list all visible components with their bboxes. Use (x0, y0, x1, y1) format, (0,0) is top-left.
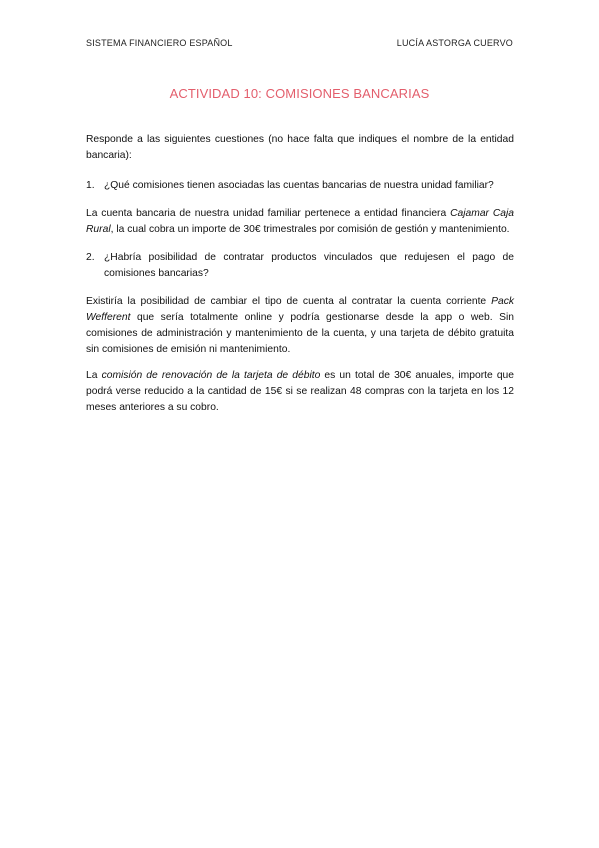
answer-2-paragraph-2 (86, 368, 514, 416)
answer-italic-text: Pack Wefferent (86, 296, 514, 323)
answer-italic-text: comisión de renovación de la tarjeta de débito (101, 370, 321, 381)
answer-text: , la cual cobra un importe de 30€ trimestrales por comisión de gestión y mantenimiento. (110, 224, 510, 235)
question-text: ¿Qué comisiones tienen asociadas las cuentas bancarias de nuestra unidad familiar? (104, 180, 494, 191)
document-body (86, 132, 514, 428)
answer-text: es un total de 30€ anuales, importe que podrá verse reducido a la cantidad de 15€ si se realizan 48 compras con la tarjeta en los 12 meses anteriores a su cobro. (86, 370, 514, 413)
question-number: 1. (86, 180, 95, 191)
header-subject: SISTEMA FINANCIERO ESPAÑOL (86, 38, 233, 48)
answer-text: Existiría la posibilidad de cambiar el tipo de cuenta al contratar la cuenta corriente (86, 296, 492, 307)
answer-italic-text: Cajamar Caja Rural (86, 208, 514, 235)
answer-text: La (86, 370, 102, 381)
answer-text: La cuenta bancaria de nuestra unidad familiar pertenece a entidad financiera (86, 208, 451, 219)
question-text: ¿Habría posibilidad de contratar productos vinculados que redujesen el pago de comisiones bancarias? (104, 252, 514, 279)
question-number: 2. (86, 252, 95, 263)
question-2 (86, 250, 514, 282)
page-header (86, 38, 513, 52)
header-author: LUCÍA ASTORGA CUERVO (396, 38, 513, 48)
intro-paragraph: Responde a las siguientes cuestiones (no hace falta que indiques el nombre de la entidad bancaria): (86, 134, 514, 161)
answer-2 (86, 294, 514, 358)
answer-text: que sería totalmente online y podría gestionarse desde la app o web. Sin comisiones de administración y mantenimiento de la cuenta, y una tarjeta de débito gratuita sin comisiones de emisión ni mantenimiento. (86, 312, 514, 355)
question-1 (86, 178, 514, 194)
document-title: ACTIVIDAD 10: COMISIONES BANCARIAS (169, 86, 430, 101)
answer-1 (86, 206, 514, 238)
